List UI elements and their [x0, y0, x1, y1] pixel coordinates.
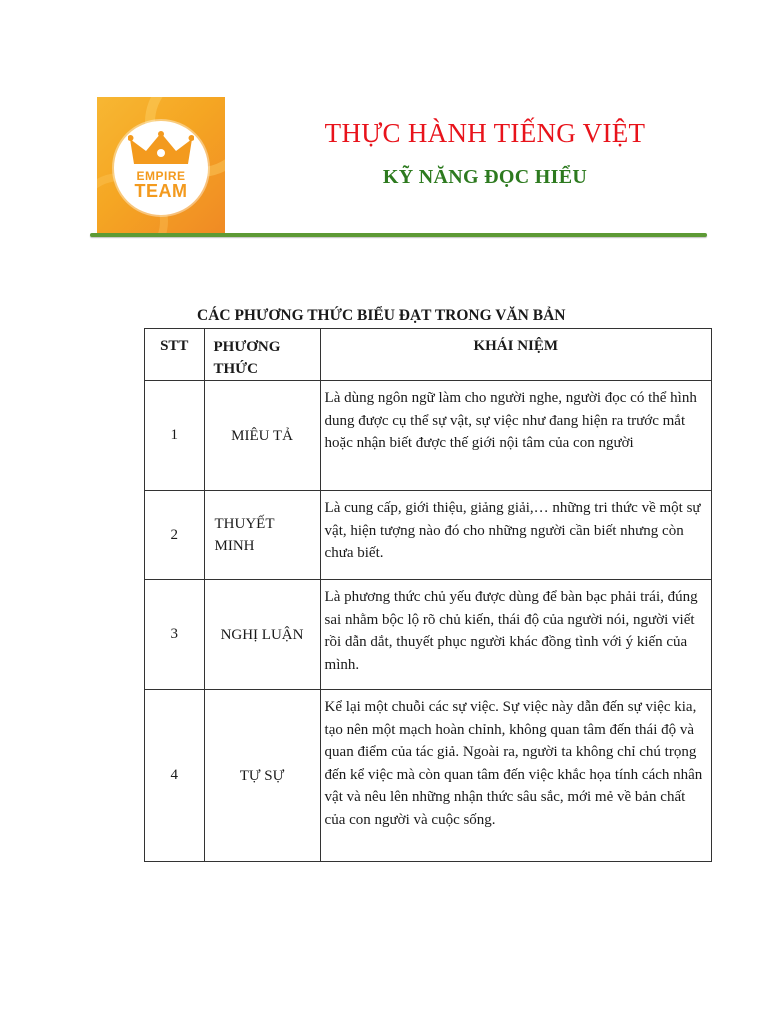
table-row: [145, 690, 712, 862]
row-method: TỰ SỰ: [204, 690, 320, 862]
row-concept: Kể lại một chuỗi các sự việc. Sự việc này dẫn đến sự việc kia, tạo nên một mạch hoàn chỉnh, không quan tâm đến thái độ và quan điểm của tác giả. Ngoài ra, người ta không chỉ chú trọng đến kể việc mà còn quan tâm đến việc khắc họa tính cách nhân vật và nêu lên những nhận thức sâu sắc, mới mẻ về bản chất của con người và cuộc sống.: [320, 690, 711, 862]
table-row: [145, 381, 712, 491]
crown-icon: [128, 131, 194, 167]
row-method-line2: MINH: [214, 538, 255, 554]
row-concept: Là dùng ngôn ngữ làm cho người nghe, người đọc có thể hình dung được cụ thể sự vật, sự việc như đang hiện ra trước mắt hoặc nhận biết được thế giới nội tâm của con người: [320, 381, 711, 491]
row-method: MIÊU TẢ: [204, 381, 320, 491]
header-divider: [90, 233, 707, 237]
row-concept: Là cung cấp, giới thiệu, giảng giải,… những tri thức về một sự vật, hiện tượng nào đó cho những người cần biết nhưng còn chưa biết.: [320, 491, 711, 580]
row-stt: 4: [145, 690, 205, 862]
row-concept: Là phương thức chủ yếu được dùng để bàn bạc phải trái, đúng sai nhằm bộc lộ rõ chủ kiến, thái độ của người nói, người viết rồi dẫn dắt, thuyết phục người khác đồng tình với ý kiến của mình.: [320, 580, 711, 690]
empire-team-logo: [97, 97, 225, 234]
logo-text-team: TEAM: [134, 181, 188, 201]
row-stt: 2: [145, 491, 205, 580]
logo-text-empire: EMPIRE: [136, 169, 186, 183]
page-title: THỰC HÀNH TIẾNG VIỆT: [324, 118, 646, 148]
table-header-row: [145, 329, 712, 381]
row-method: NGHỊ LUẬN: [204, 580, 320, 690]
header-stt: STT: [145, 329, 205, 381]
header-concept: KHÁI NIỆM: [320, 329, 711, 381]
page-subtitle: KỸ NĂNG ĐỌC HIỂU: [382, 166, 588, 188]
row-method: [204, 491, 320, 580]
row-method-line1: THUYẾT: [214, 516, 275, 532]
table-title: CÁC PHƯƠNG THỨC BIỂU ĐẠT TRONG VĂN BẢN: [197, 307, 566, 324]
header-method: [204, 329, 320, 381]
header-method-line1: PHƯƠNG: [213, 339, 281, 355]
table-row: [145, 580, 712, 690]
table-row: [145, 491, 712, 580]
header-method-line2: THỨC: [213, 361, 258, 377]
row-stt: 1: [145, 381, 205, 491]
methods-table: [144, 328, 712, 862]
row-stt: 3: [145, 580, 205, 690]
